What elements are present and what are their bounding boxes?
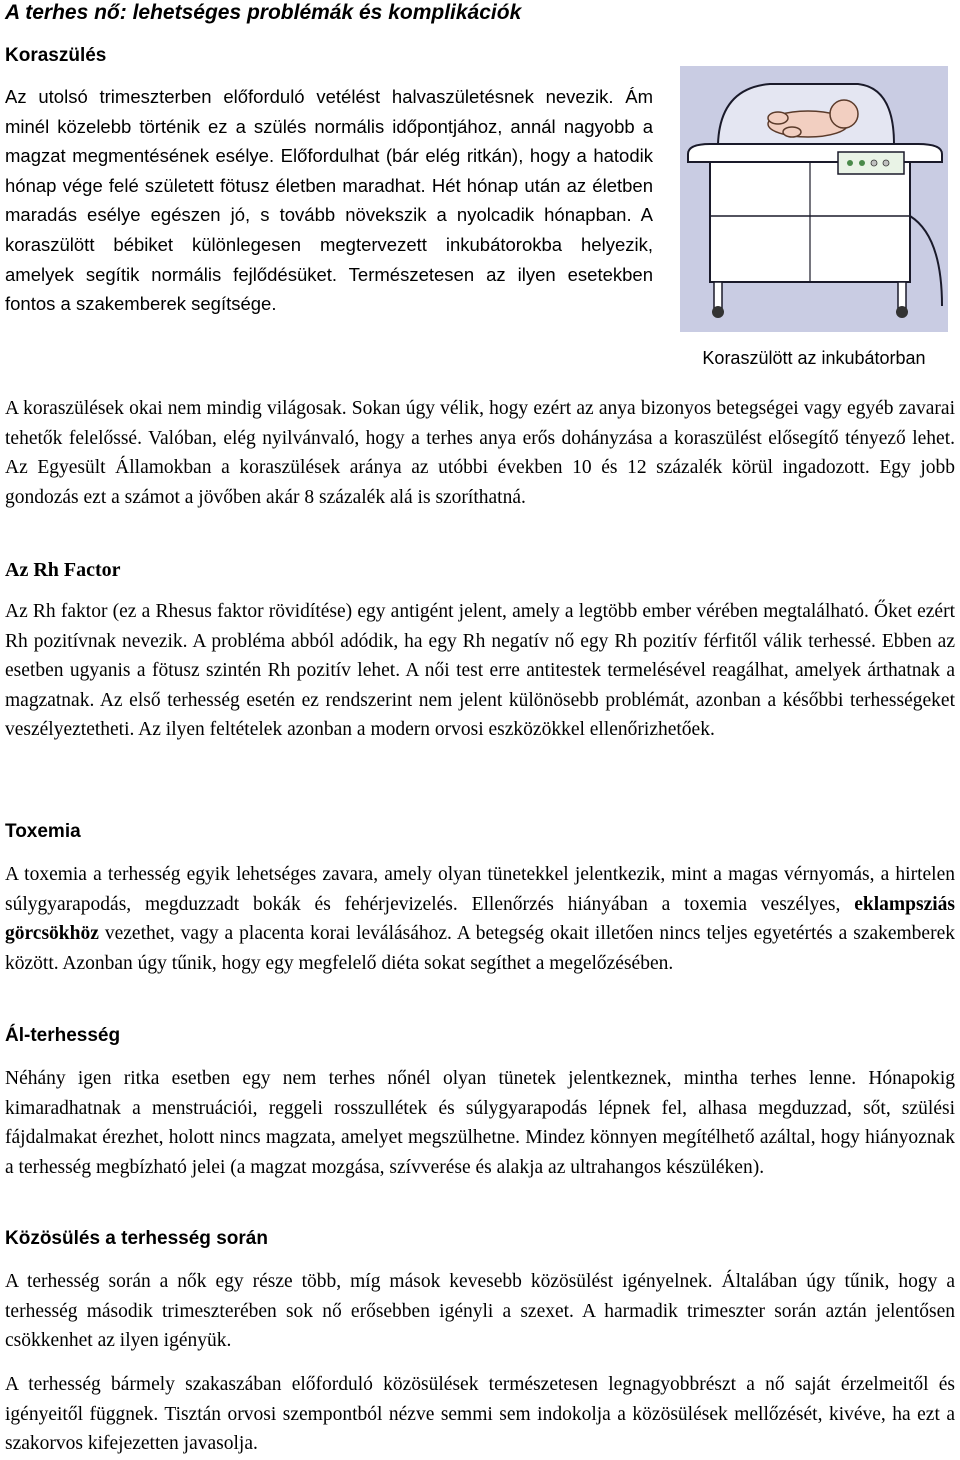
paragraph-toxemia — [5, 860, 955, 978]
paragraph-koraszules-2: A koraszülések okai nem mindig világosak. Sokan úgy vélik, hogy ezért az anya bizonyos betegségei vagy egyéb zavarai tehetők felelőssé. Valóban, elég nyilvánvaló, hogy a terhes anya erős dohányzása a koraszülést elősegítő tényező lehet. Az Egyesült Államokban a koraszülések aránya az utóbbi években 10 és 12 százalék körül ingadozott. Egy jobb gondozás ezt a számot a jövőben akár 8 százalék alá is szoríthatná. — [5, 398, 955, 508]
incubator-figure — [680, 66, 948, 332]
paragraph-kozosules-1: A terhesség során a nők egy része több, míg mások kevesebb közösülést igényelnek. Általában úgy tűnik, hogy a terhesség második trimeszterében sok nő erősebben igényli a szexet. A harmadik trimeszter során aztán jelentősen csökkenhet az ilyen igényük. — [5, 1271, 955, 1352]
incubator-icon — [680, 66, 948, 332]
toxemia-text-2: vezethet, vagy a placenta korai leválásához. A betegség okait illetően nincs teljes egyetértés a szakemberek között. Azonban úgy tűnik, hogy egy megfelelő diéta sokat segíthet a megelőzésében. — [5, 923, 955, 974]
page-title: A terhes nő: lehetséges problémák és komplikációk — [5, 1, 522, 24]
paragraph-rh: Az Rh faktor (ez a Rhesus faktor rövidítése) egy antigént jelent, amely a legtöbb ember vérében megtalálható. Őket ezért Rh pozitívnak nevezik. A probléma abból adódik, ha egy Rh negatív nő egy Rh pozitív férfitől válik terhessé. Ebben az esetben ugyanis a fötusz szintén Rh pozitív lehet. A női test erre antitestek termelésével reagálhat, amelyek árthatnak a magzatnak. Az első terhesség esetén ez rendszerint nem jelent különösebb problémát, azonban a későbbi terhességeket veszélyeztetheti. Az ilyen feltételek azonban a modern orvosi eszközökkel ellenőrizhetőek. — [5, 601, 955, 741]
heading-al-terhesseg: Ál-terhesség — [5, 1025, 121, 1046]
toxemia-text-1: A toxemia a terhesség egyik lehetséges zavara, amely olyan tünetekkel jelentkezik, mint a magas vérnyomás, a hirtelen súlygyarapodás, megduzzadt bokák és fehérjevizelés. Ellenőrzés hiányában a toxemia veszélyes, — [5, 864, 955, 915]
figure-caption: Koraszülött az inkubátorban — [702, 348, 926, 368]
heading-rh-factor: Az Rh Factor — [5, 559, 121, 581]
toxemia-bold-term: eklampsziás görcsökhöz — [5, 893, 955, 945]
paragraph-koraszules-1: Az utolsó trimeszterben előforduló vetélést halvaszületésnek nevezik. Ám minél közelebb történik ez a szülés normális időpontjához, annál nagyobb a magzat megmentésének esélye. Előfordulhat (bár elég ritkán), hogy a hatodik hónap vége felé született fötusz életben maradhat. Hét hónap után az életben maradás esélye egészen jó, s tovább növekszik a nyolcadik hónapban. A koraszülött bébiket különlegesen megtervezett inkubátorokba helyezik, amelyek segítik normális fejlődésüket. Természetesen az ilyen esetekben fontos a szakemberek segítsége. — [5, 86, 653, 315]
heading-koraszules: Koraszülés — [5, 45, 107, 66]
paragraph-al-terhesseg: Néhány igen ritka esetben egy nem terhes nőnél olyan tünetek jelentkeznek, mintha terhes lenne. Hónapokig kimaradhatnak a menstruációi, reggeli rosszullétek és súlygyarapodás lépnek fel, alhasa megduzzad, sőt, szülési fájdalmakat érezhet, holott nincs magzata, amelyet megszülhetne. Mindez könnyen megítélhető azáltal, hogy hiányoznak a terhesség megbízható jelei (a magzat mozgása, szívverése és alakja az ultrahangos készüléken). — [5, 1068, 955, 1178]
paragraph-kozosules-2: A terhesség bármely szakaszában előforduló közösülések természetesen legnagyobbrészt a nő saját érzelmeitől és igényeitől függnek. Tisztán orvosi szempontból nézve semmi sem indokolja a közösülések mellőzését, kivéve, ha ezt a szakorvos kifejezetten javasolja. — [5, 1374, 955, 1455]
heading-kozosules: Közösülés a terhesség során — [5, 1228, 268, 1249]
heading-toxemia: Toxemia — [5, 821, 81, 842]
